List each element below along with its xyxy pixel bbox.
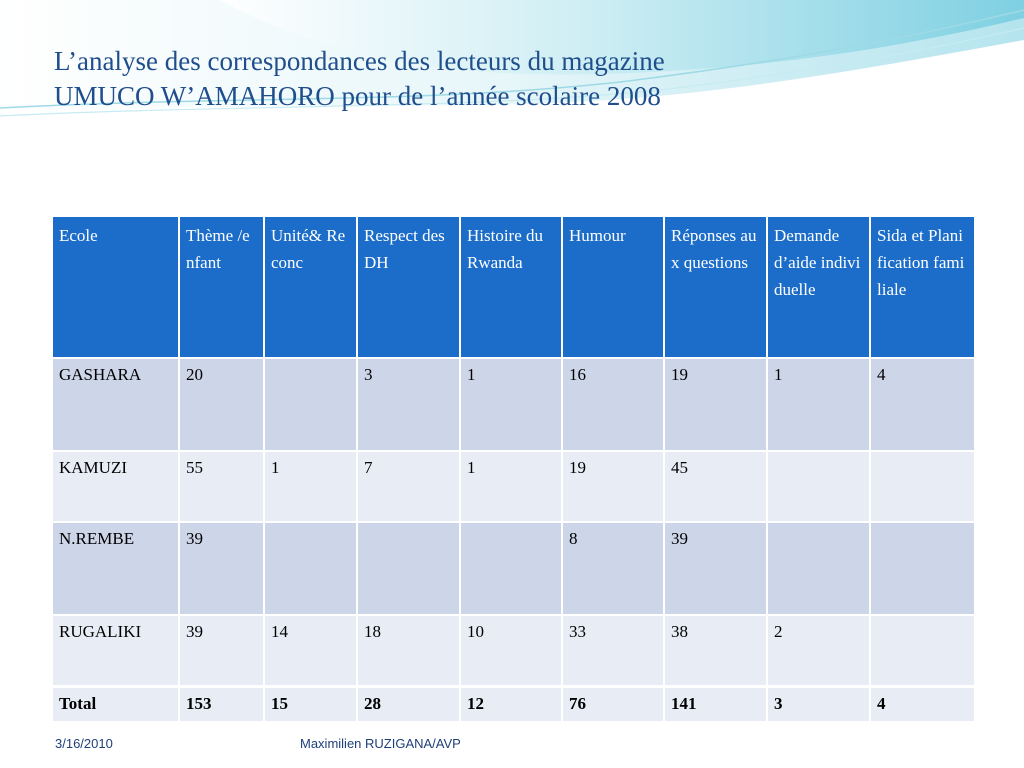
total-cell: 153: [179, 687, 264, 723]
total-cell: 15: [264, 687, 357, 723]
table-cell: [870, 522, 975, 615]
table-cell: [870, 451, 975, 522]
slide-title: [54, 44, 994, 114]
table-cell: 14: [264, 615, 357, 687]
header-cell: Demande d’aide individuelle: [767, 216, 870, 358]
total-row: [52, 687, 975, 723]
title-line-1: L’analyse des correspondances des lecteurs du magazine: [54, 46, 665, 76]
table-cell: [870, 615, 975, 687]
header-cell: Unité& Reconc: [264, 216, 357, 358]
table-cell: 38: [664, 615, 767, 687]
table-cell: 1: [460, 451, 562, 522]
total-cell: 4: [870, 687, 975, 723]
header-row: [52, 216, 975, 358]
table-cell: 7: [357, 451, 460, 522]
table-cell: 1: [264, 451, 357, 522]
table-cell: 10: [460, 615, 562, 687]
table-cell: [767, 451, 870, 522]
table-cell: [357, 522, 460, 615]
total-cell: 76: [562, 687, 664, 723]
title-line-2: UMUCO W’AMAHORO pour de l’année scolaire 2008: [54, 81, 661, 111]
table-row: [52, 451, 975, 522]
total-cell: 3: [767, 687, 870, 723]
table-cell: 39: [179, 522, 264, 615]
table-row: [52, 522, 975, 615]
table-cell: 8: [562, 522, 664, 615]
table-row: [52, 615, 975, 687]
table-cell: 18: [357, 615, 460, 687]
header-cell: Sida et Planification familiale: [870, 216, 975, 358]
total-cell: 141: [664, 687, 767, 723]
table-cell: [767, 522, 870, 615]
table-row: [52, 358, 975, 451]
header-cell: Respect des DH: [357, 216, 460, 358]
total-label: Total: [52, 687, 179, 723]
header-cell: Thème /enfant: [179, 216, 264, 358]
school-cell: N.REMBE: [52, 522, 179, 615]
total-cell: 12: [460, 687, 562, 723]
table-cell: 4: [870, 358, 975, 451]
table-cell: 55: [179, 451, 264, 522]
header-cell: Histoire du Rwanda: [460, 216, 562, 358]
table-cell: 2: [767, 615, 870, 687]
table-cell: 3: [357, 358, 460, 451]
table-cell: 39: [664, 522, 767, 615]
school-cell: GASHARA: [52, 358, 179, 451]
table-cell: 1: [767, 358, 870, 451]
table-cell: [264, 522, 357, 615]
table-cell: [264, 358, 357, 451]
table-cell: 16: [562, 358, 664, 451]
table-cell: 19: [664, 358, 767, 451]
correspondence-table: [51, 215, 976, 723]
table-cell: [460, 522, 562, 615]
footer-date: 3/16/2010: [55, 736, 113, 751]
header-cell: Ecole: [52, 216, 179, 358]
table-cell: 20: [179, 358, 264, 451]
header-cell: Réponses aux questions: [664, 216, 767, 358]
header-cell: Humour: [562, 216, 664, 358]
school-cell: KAMUZI: [52, 451, 179, 522]
table-cell: 45: [664, 451, 767, 522]
table-cell: 33: [562, 615, 664, 687]
table-cell: 1: [460, 358, 562, 451]
table-cell: 19: [562, 451, 664, 522]
school-cell: RUGALIKI: [52, 615, 179, 687]
table-cell: 39: [179, 615, 264, 687]
footer-author: Maximilien RUZIGANA/AVP: [300, 736, 461, 751]
total-cell: 28: [357, 687, 460, 723]
